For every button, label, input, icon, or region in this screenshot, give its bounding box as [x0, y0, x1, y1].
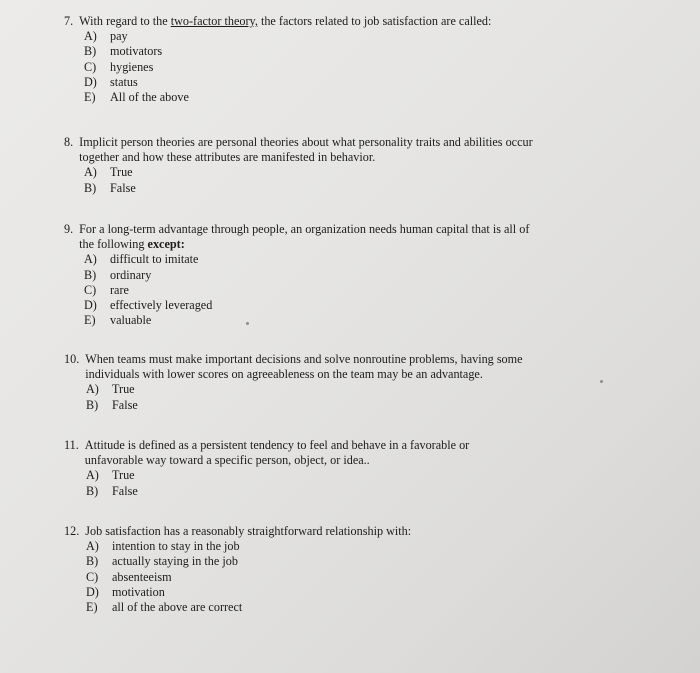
answer-option-d — [86, 585, 564, 600]
answer-option-c — [84, 283, 544, 298]
option-letter: D) — [84, 74, 97, 89]
option-text: valuable — [110, 313, 152, 328]
question-text: When teams must make important decisions and solve nonroutine problems, having some individuals with lower scores on agreeableness on the team may be an advantage. — [85, 352, 523, 382]
question-9 — [64, 222, 544, 328]
question-text — [79, 14, 564, 29]
underlined-term: two-factor theory, — [170, 14, 258, 28]
answer-options — [86, 382, 554, 412]
answer-options — [84, 165, 550, 195]
question-number: 11. — [64, 438, 79, 452]
question-number: 8. — [64, 135, 74, 149]
option-text: status — [110, 74, 138, 89]
option-text: True — [110, 165, 133, 180]
answer-option-a — [86, 539, 564, 554]
question-text — [79, 222, 544, 252]
option-text: True — [112, 468, 135, 483]
option-letter: E) — [86, 600, 98, 615]
option-letter: C) — [84, 282, 97, 297]
question-12 — [64, 524, 564, 615]
option-letter: A) — [84, 29, 97, 44]
option-letter: B) — [86, 483, 99, 498]
option-text: False — [110, 180, 136, 195]
answer-option-e — [84, 313, 544, 328]
question-12-stem — [64, 524, 564, 539]
answer-option-c — [86, 570, 564, 585]
question-11-stem — [64, 438, 510, 468]
answer-option-e — [86, 600, 564, 615]
answer-option-a — [84, 165, 550, 180]
question-text-part: For a long-term advantage through people, an organization needs human capital that is all of the following — [79, 222, 530, 252]
answer-option-b — [86, 484, 510, 499]
answer-options — [86, 539, 564, 615]
answer-option-a — [84, 29, 564, 44]
option-text: All of the above — [110, 90, 189, 105]
question-text: Attitude is defined as a persistent tendency to feel and behave in a favorable or unfavorable way toward a specific person, object, or idea.. — [84, 438, 470, 468]
option-text: pay — [110, 29, 128, 44]
option-text: True — [112, 382, 135, 397]
answer-option-b — [86, 554, 564, 569]
answer-option-a — [86, 382, 554, 397]
paper-speck — [246, 322, 249, 325]
option-text: difficult to imitate — [110, 252, 199, 267]
answer-option-a — [84, 252, 544, 267]
option-letter: E) — [84, 90, 96, 105]
option-text: hygienes — [110, 59, 154, 74]
answer-option-b — [84, 268, 544, 283]
question-text: Implicit person theories are personal theories about what personality traits and abilities occur together and how these attributes are manifested in behavior. — [79, 135, 533, 165]
option-letter: E) — [84, 313, 96, 328]
option-text: motivators — [110, 44, 163, 59]
option-letter: D) — [84, 298, 97, 313]
question-text-part: the factors related to job satisfaction are called: — [257, 14, 492, 28]
answer-option-b — [84, 181, 550, 196]
question-8 — [64, 135, 550, 196]
option-text: rare — [110, 282, 129, 297]
answer-option-d — [84, 298, 544, 313]
option-letter: B) — [84, 44, 97, 59]
option-letter: B) — [84, 180, 97, 195]
question-number: 9. — [64, 222, 74, 236]
option-text: False — [112, 397, 138, 412]
emphasized-term: except: — [147, 237, 185, 252]
option-letter: A) — [86, 382, 99, 397]
option-letter: D) — [86, 584, 99, 599]
option-letter: A) — [84, 165, 97, 180]
answer-option-b — [86, 398, 554, 413]
answer-option-b — [84, 44, 564, 59]
answer-option-e — [84, 90, 564, 105]
option-letter: B) — [86, 554, 99, 569]
option-letter: B) — [84, 267, 97, 282]
question-number: 7. — [64, 14, 74, 28]
question-7 — [64, 14, 564, 105]
option-letter: A) — [86, 468, 99, 483]
question-number: 12. — [64, 524, 80, 538]
question-7-stem — [64, 14, 564, 29]
answer-options — [86, 468, 510, 498]
option-letter: A) — [86, 539, 99, 554]
option-text: ordinary — [110, 267, 152, 282]
option-letter: B) — [86, 397, 99, 412]
option-text: effectively leveraged — [110, 298, 213, 313]
option-text: all of the above are correct — [112, 600, 243, 615]
answer-option-a — [86, 468, 510, 483]
answer-option-d — [84, 75, 564, 90]
answer-options — [84, 252, 544, 328]
question-11 — [64, 438, 510, 499]
option-letter: A) — [84, 252, 97, 267]
question-9-stem — [64, 222, 544, 252]
option-text: False — [112, 483, 138, 498]
paper-speck — [600, 380, 603, 383]
question-text: Job satisfaction has a reasonably straightforward relationship with: — [85, 524, 412, 538]
question-8-stem — [64, 135, 550, 165]
option-text: intention to stay in the job — [112, 539, 240, 554]
question-10-stem — [64, 352, 554, 382]
option-text: absenteeism — [112, 569, 172, 584]
option-letter: C) — [84, 59, 97, 74]
answer-option-c — [84, 60, 564, 75]
option-text: motivation — [112, 584, 165, 599]
question-10 — [64, 352, 554, 413]
answer-options — [84, 29, 564, 105]
question-text-part: With regard to the — [79, 14, 171, 28]
option-text: actually staying in the job — [112, 554, 238, 569]
question-number: 10. — [64, 352, 80, 366]
option-letter: C) — [86, 569, 99, 584]
